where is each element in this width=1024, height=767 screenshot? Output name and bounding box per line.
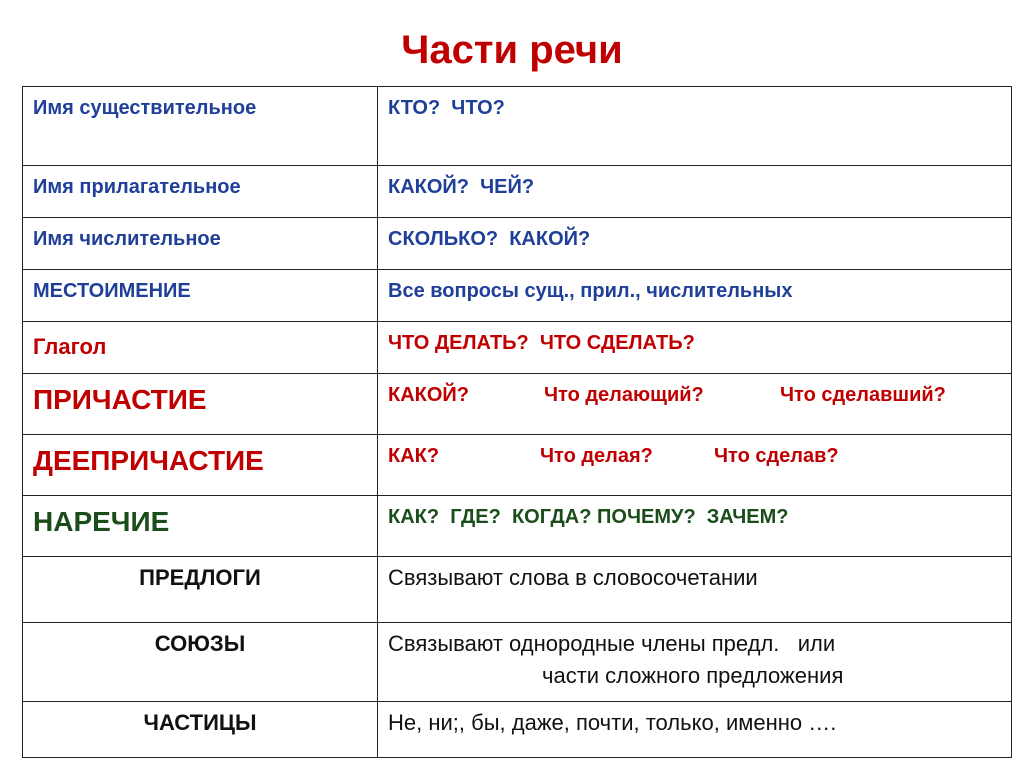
questions-line-2: части сложного предложения xyxy=(542,663,844,688)
part-cell xyxy=(23,557,378,623)
questions-cell xyxy=(378,435,1012,496)
question-3: Что сделавший? xyxy=(780,384,946,406)
questions-text: Все вопросы сущ., прил., числительных xyxy=(388,280,793,302)
table-row xyxy=(23,557,1012,623)
table-row xyxy=(23,87,1012,166)
questions-cell xyxy=(378,496,1012,557)
part-cell xyxy=(23,623,378,702)
question-2: Что делая? xyxy=(540,445,653,467)
part-name: ПРЕДЛОГИ xyxy=(139,565,261,590)
question-1: КАКОЙ? xyxy=(388,384,470,406)
questions-group xyxy=(378,374,1011,407)
page-title: Части речи xyxy=(401,28,623,72)
part-name: ЧАСТИЦЫ xyxy=(143,710,257,735)
table-row xyxy=(23,218,1012,270)
table-row xyxy=(23,374,1012,435)
part-cell xyxy=(23,702,378,758)
part-name: Имя прилагательное xyxy=(33,176,241,198)
question-3: Что сделав? xyxy=(714,445,839,467)
questions-text: Связывают слова в словосочетании xyxy=(388,565,758,590)
questions-line-1: Связывают однородные члены предл. или xyxy=(388,631,836,656)
part-cell xyxy=(23,270,378,322)
table-row xyxy=(23,322,1012,374)
part-name: НАРЕЧИЕ xyxy=(33,506,170,537)
part-name: ДЕЕПРИЧАСТИЕ xyxy=(33,445,264,476)
part-cell xyxy=(23,87,378,166)
questions-text: СКОЛЬКО? КАКОЙ? xyxy=(388,228,591,250)
part-cell xyxy=(23,322,378,374)
questions-text: КТО? ЧТО? xyxy=(388,97,505,119)
questions-text: КАКОЙ? ЧЕЙ? xyxy=(388,176,535,198)
part-cell xyxy=(23,496,378,557)
part-name: ПРИЧАСТИЕ xyxy=(33,384,207,415)
part-cell xyxy=(23,435,378,496)
table-row xyxy=(23,270,1012,322)
questions-cell xyxy=(378,322,1012,374)
table-row xyxy=(23,435,1012,496)
questions-group xyxy=(378,435,1011,468)
parts-of-speech-table xyxy=(22,86,1012,758)
part-name: Глагол xyxy=(33,334,107,359)
table-row xyxy=(23,496,1012,557)
questions-cell xyxy=(378,702,1012,758)
table-row xyxy=(23,702,1012,758)
questions-text: Не, ни;, бы, даже, почти, только, именно …. xyxy=(388,710,837,735)
questions-cell xyxy=(378,87,1012,166)
question-2: Что делающий? xyxy=(544,384,704,406)
questions-cell xyxy=(378,166,1012,218)
questions-cell xyxy=(378,270,1012,322)
part-cell xyxy=(23,166,378,218)
questions-cell xyxy=(378,557,1012,623)
question-1: КАК? xyxy=(388,445,440,467)
questions-cell xyxy=(378,218,1012,270)
questions-text: КАК? ГДЕ? КОГДА? ПОЧЕМУ? ЗАЧЕМ? xyxy=(388,506,789,528)
part-name: СОЮЗЫ xyxy=(154,631,246,656)
questions-cell xyxy=(378,374,1012,435)
part-name: Имя существительное xyxy=(33,97,257,119)
part-cell xyxy=(23,218,378,270)
part-cell xyxy=(23,374,378,435)
part-name: Имя числительное xyxy=(33,228,221,250)
table-row xyxy=(23,623,1012,702)
table-row xyxy=(23,166,1012,218)
questions-cell xyxy=(378,623,1012,702)
questions-text: ЧТО ДЕЛАТЬ? ЧТО СДЕЛАТЬ? xyxy=(388,332,695,354)
part-name: МЕСТОИМЕНИЕ xyxy=(33,280,191,302)
questions-group xyxy=(378,623,1011,689)
